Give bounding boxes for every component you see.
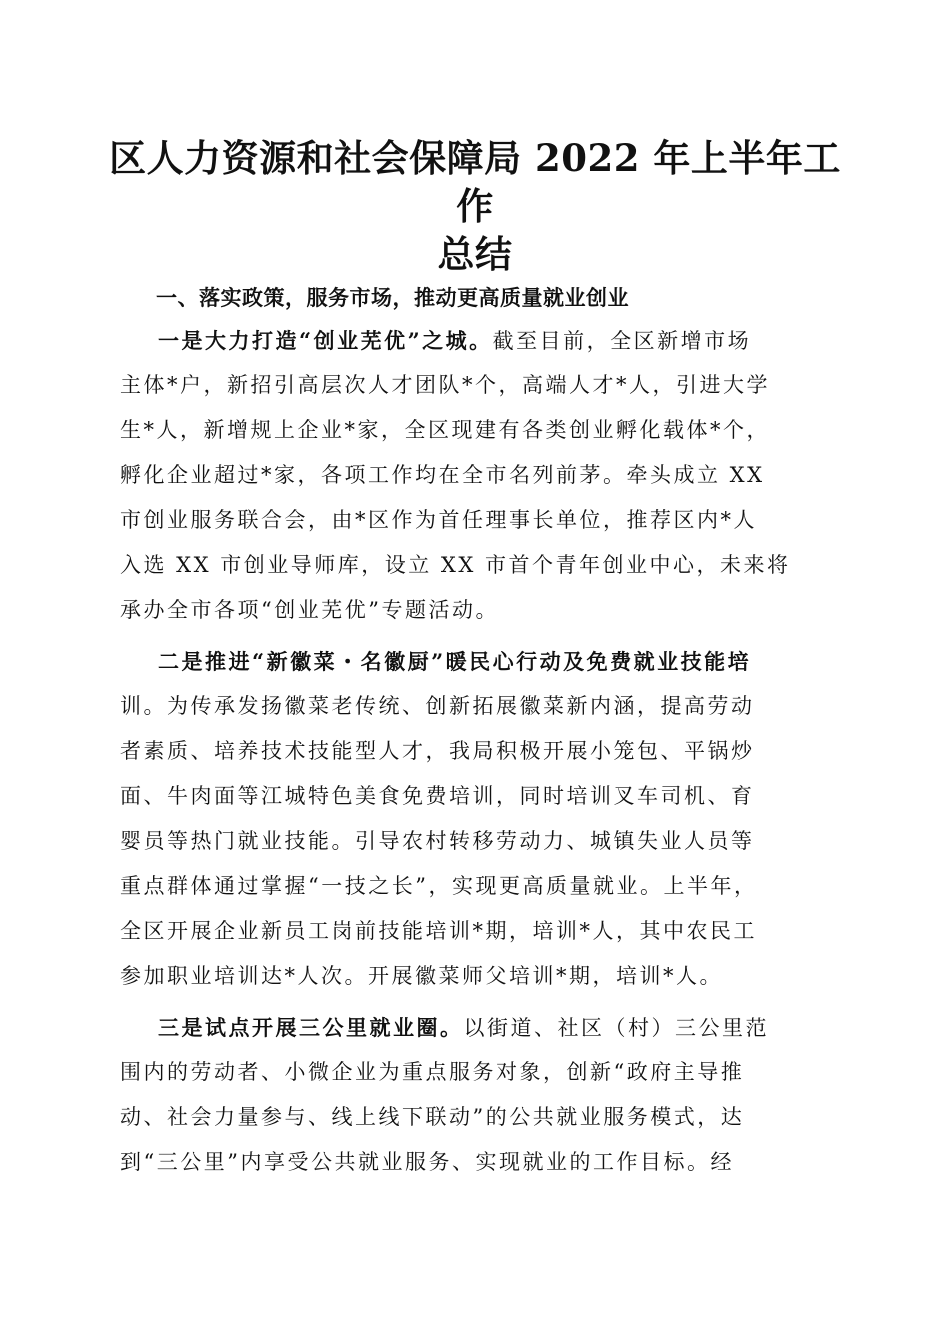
paragraph-lead: 一是大力打造“创业芜优”之城。 bbox=[158, 328, 493, 353]
paragraph-line bbox=[148, 639, 828, 684]
paragraph-line: 婴员等热门就业技能。引导农村转移劳动力、城镇失业人员等 bbox=[120, 829, 755, 853]
document-title bbox=[100, 134, 850, 278]
paragraph-line: 承办全市各项“创业芜优”专题活动。 bbox=[120, 598, 499, 622]
paragraph-line: 主体*户，新招引高层次人才团队*个，高端人才*人，引进大学 bbox=[120, 373, 770, 397]
paragraph-line: 到“三公里”内享受公共就业服务、实现就业的工作目标。经 bbox=[120, 1150, 734, 1174]
paragraph-line: 孵化企业超过*家，各项工作均在全市名列前茅。牵头成立 XX bbox=[120, 463, 765, 487]
paragraph-line bbox=[148, 1005, 828, 1050]
paragraph-line: 面、牛肉面等江城特色美食免费培训，同时培训叉车司机、育 bbox=[120, 784, 755, 808]
section-heading-1: 一、落实政策，服务市场，推动更高质量就业创业 bbox=[156, 286, 629, 310]
document-body bbox=[120, 278, 828, 1191]
paragraph-line: 入选 XX 市创业导师库，设立 XX 市首个青年创业中心，未来将 bbox=[120, 553, 791, 577]
paragraph-line: 全区开展企业新员工岗前技能培训*期，培训*人，其中农民工 bbox=[120, 919, 757, 943]
paragraph-line: 围内的劳动者、小微企业为重点服务对象，创新“政府主导推 bbox=[120, 1060, 745, 1084]
paragraph-3 bbox=[120, 1005, 828, 1185]
paragraph-lead: 三是试点开展三公里就业圈。 bbox=[158, 1015, 464, 1040]
paragraph-text: 截至目前，全区新增市场 bbox=[492, 329, 752, 353]
paragraph-line: 者素质、培养技术技能型人才，我局积极开展小笼包、平锅炒 bbox=[120, 739, 755, 763]
paragraph-2 bbox=[120, 639, 828, 999]
paragraph-1 bbox=[120, 318, 828, 633]
paragraph-line: 生*人，新增规上企业*家，全区现建有各类创业孵化载体*个， bbox=[120, 418, 770, 442]
paragraph-lead: 二是推进“新徽菜・名徽厨”暖民心行动及免费就业技能培 bbox=[158, 649, 752, 674]
paragraph-line: 动、社会力量参与、线上线下联动”的公共就业服务模式，达 bbox=[120, 1105, 745, 1129]
paragraph-line: 训。为传承发扬徽菜老传统、创新拓展徽菜新内涵，提高劳动 bbox=[120, 694, 755, 718]
paragraph-line bbox=[148, 318, 828, 363]
paragraph-line: 参加职业培训达*人次。开展徽菜师父培训*期，培训*人。 bbox=[120, 964, 723, 988]
paragraph-line: 市创业服务联合会，由*区作为首任理事长单位，推荐区内*人 bbox=[120, 508, 757, 532]
title-line-2: 总结 bbox=[437, 232, 513, 276]
paragraph-line: 重点群体通过掌握“一技之长”，实现更高质量就业。上半年， bbox=[120, 874, 758, 898]
paragraph-text: 以街道、社区（村）三公里范 bbox=[463, 1016, 769, 1040]
title-line-1: 区人力资源和社会保障局 2022 年上半年工作 bbox=[109, 136, 841, 228]
